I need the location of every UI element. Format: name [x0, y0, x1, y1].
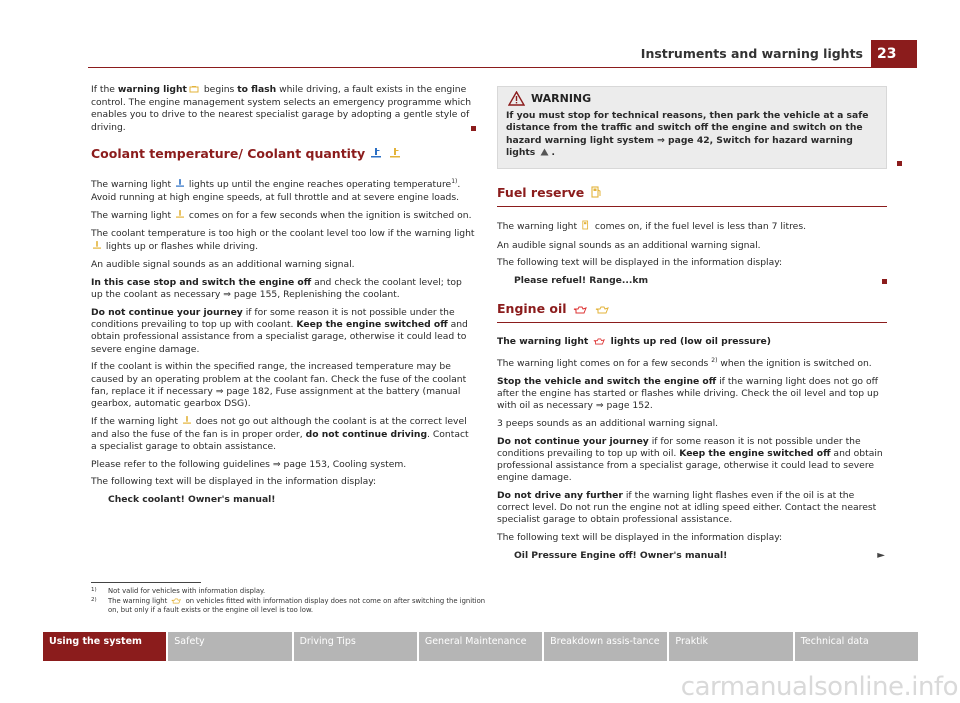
oil-p3: Stop the vehicle and switch the engine off if the warning light does not go off after the engine has started or flashes while driving. Check the oil level and top up with oil as necessary ⇒ page 152.	[497, 375, 879, 412]
warning-triangle-icon	[508, 91, 525, 106]
oil-p4: 3 peeps sounds as an additional warning signal.	[497, 417, 719, 429]
fuel-p1: The warning light comes on, if the fuel level is less than 7 litres.	[497, 220, 887, 234]
tab-technical-data[interactable]: Technical data	[795, 632, 918, 661]
coolant-p4: An audible signal sounds as an additional warning signal.	[91, 259, 355, 271]
right-column	[497, 86, 887, 567]
warning-title: WARNING	[506, 93, 878, 105]
coolant-p10: The following text will be displayed in the information display:	[91, 476, 377, 488]
continue-arrow-icon: ►	[877, 549, 885, 561]
warning-box	[497, 86, 887, 169]
coolant-temp-icon	[176, 179, 184, 192]
oil-can-icon	[595, 302, 609, 318]
footnote-rule	[91, 582, 201, 583]
coolant-warning-icon	[183, 416, 191, 429]
left-column	[91, 84, 476, 512]
oil-p1: The warning light lights up red (low oil pressure)	[497, 336, 887, 349]
engine-warning-icon	[189, 85, 199, 97]
page-number: 23	[871, 40, 917, 68]
fuel-p3: The following text will be displayed in the information display:	[497, 257, 783, 269]
section-end-mark	[882, 279, 887, 284]
oil-p7: The following text will be displayed in the information display:	[497, 532, 783, 544]
page-header	[0, 40, 960, 68]
footnote-1: 1) Not valid for vehicles with information display.	[91, 587, 266, 595]
oil-p5: Do not continue your journey if for some reason it is not possible under the conditions prevailing to top up with oil. Keep the engine switched off and obtain professional assistance from a specialist garage, otherwise it could lead to severe engine damage.	[497, 435, 883, 484]
tab-using-the-system[interactable]: Using the system	[43, 632, 166, 661]
watermark: carmanualsonline.info	[680, 672, 958, 702]
section-end-mark	[897, 161, 902, 166]
coolant-level-icon	[390, 147, 400, 163]
coolant-p8: If the warning light does not go out although the coolant is at the correct level and also the fuse of the fan is in proper order, do not continue driving. Contact a specialist garage to obtain assistance.	[91, 415, 469, 453]
coolant-p2: The warning light comes on for a few seconds when the ignition is switched on.	[91, 210, 476, 223]
oil-can-icon	[593, 337, 605, 349]
coolant-warning-icon	[93, 241, 101, 254]
coolant-heading: Coolant temperature/ Coolant quantity	[91, 146, 476, 163]
tab-safety[interactable]: Safety	[168, 632, 291, 661]
footnote-2: 2) The warning light on vehicles fitted with information display does not come on after switching the ignition on, but only if a fault exists or the engine oil level is too low.	[91, 596, 486, 615]
fuel-heading: Fuel reserve	[497, 185, 887, 207]
header-title: Instruments and warning lights	[640, 46, 863, 61]
oil-can-icon	[171, 598, 181, 607]
oil-display-text: Oil Pressure Engine off! Owner's manual! ►	[514, 549, 885, 561]
footnotes	[91, 587, 491, 616]
engine-fault-paragraph: If the warning light begins to flash while driving, a fault exists in the engine control. The engine management system selects an emergency programme which enables you to drive to the nearest specialist garage by adopting a gentle style of driving.	[91, 84, 476, 134]
coolant-p6: Do not continue your journey if for some reason it is not possible under the conditions prevailing to top up with coolant. Keep the engine switched off and obtain professional assistance from a specialist garage, otherwise it could lead to severe engine damage.	[91, 307, 468, 355]
oil-p2: The warning light comes on for a few seconds $^{2)}$ when the ignition is switched on.	[497, 357, 872, 370]
tab-driving-tips[interactable]: Driving Tips	[294, 632, 417, 661]
tab-praktik[interactable]: Praktik	[669, 632, 792, 661]
section-end-mark	[471, 126, 476, 131]
oil-p6: Do not drive any further if the warning light flashes even if the oil is at the correct level. Do not run the engine not at idling speed either. Contact the nearest specialist garage to obtain professional assistance.	[497, 489, 877, 526]
tab-general-maintenance[interactable]: General Maintenance	[419, 632, 542, 661]
fuel-p2: An audible signal sounds as an additional warning signal.	[497, 239, 761, 251]
coolant-temp-icon	[371, 147, 381, 163]
coolant-warning-icon	[176, 210, 184, 223]
warning-text: If you must stop for technical reasons, then park the vehicle at a safe distance from the traffic and switch off the engine and switch on the hazard warning light system ⇒ page 42, Switch for hazard warning lights .	[506, 110, 878, 160]
fuel-display-text: Please refuel! Range...km	[497, 275, 887, 287]
coolant-display-text: Check coolant! Owner's manual!	[108, 494, 276, 506]
chapter-nav	[43, 632, 918, 661]
fuel-pump-icon	[591, 186, 601, 202]
tab-breakdown-assistance[interactable]: Breakdown assis-tance	[544, 632, 667, 661]
header-rule	[88, 67, 871, 68]
oil-heading: Engine oil	[497, 301, 887, 323]
coolant-p5: In this case stop and switch the engine off and check the coolant level; top up the coolant as necessary ⇒ page 155, Replenishing the coolant.	[91, 277, 462, 301]
oil-can-icon	[573, 302, 587, 318]
hazard-triangle-icon	[540, 148, 549, 160]
coolant-p1: The warning light lights up until the engine reaches operating temperature$^{1)}$. Avoid running at high engine speeds, at full throttle and at severe engine loads.	[91, 177, 461, 204]
coolant-p9: Please refer to the following guidelines ⇒ page 153, Cooling system.	[91, 458, 407, 470]
coolant-p3: The coolant temperature is too high or the coolant level too low if the warning light lights up or flashes while driving.	[91, 228, 476, 253]
fuel-pump-icon	[582, 220, 590, 234]
coolant-p7: If the coolant is within the specified range, the increased temperature may be caused by an operating problem at the coolant fan. Check the fuse of the coolant fan, replace it if necessary ⇒ page 182, Fuse assignment at the battery (manual gearbox, automatic gearbox DSG).	[91, 361, 467, 409]
